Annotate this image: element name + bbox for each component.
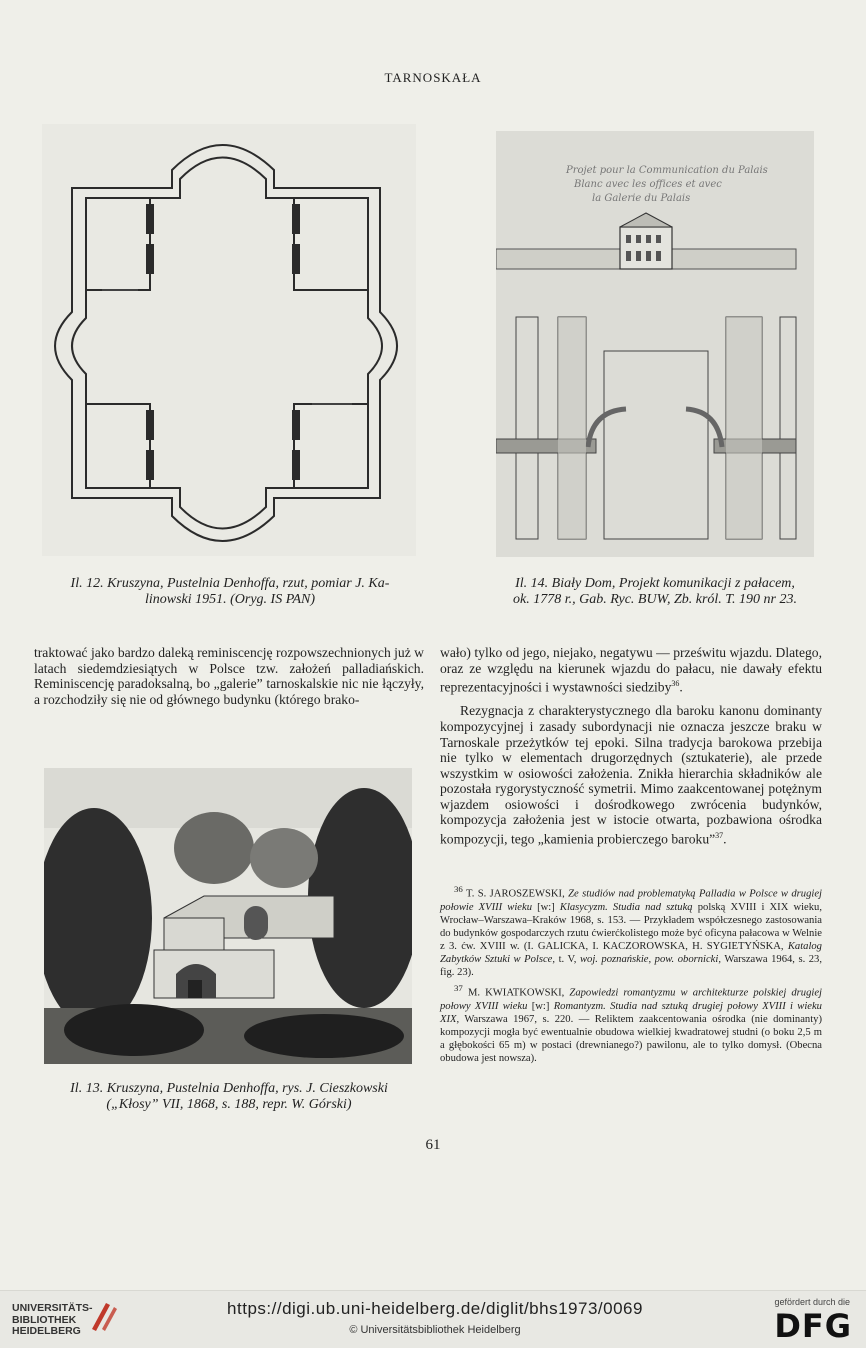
- page-number: 61: [425, 1137, 441, 1153]
- footnote-ref-37[interactable]: 37: [715, 831, 724, 841]
- left-column-text: traktować jako bardzo daleką reminiscencję rozpowszechnionych już w latach siedemdziesiątych w Polsce tzw. założeń palladiańskich. Reminiscencję paradoksalną, bo „galerie” tarnoskalskie nic nie łączyły, a rozchodziły się nie od głównego budynku (którego brako-: [34, 645, 424, 707]
- library-name[interactable]: UNIVERSITÄTS- BIBLIOTHEK HEIDELBERG: [12, 1302, 93, 1337]
- dfg-logo[interactable]: DFG: [774, 1307, 852, 1345]
- viewer-footer: [0, 1290, 866, 1348]
- permalink-url[interactable]: https://digi.ub.uni-heidelberg.de/diglit/bhs1973/0069: [227, 1299, 643, 1318]
- figure-14-drawing: [496, 131, 814, 557]
- figure-13-engraving: [44, 768, 412, 1064]
- running-header: TARNOSKAŁA: [384, 70, 482, 85]
- figure-12-caption: Il. 12. Kruszyna, Pustelnia Denhoffa, rzut, pomiar J. Ka- linowski 1951. (Oryg. IS PAN): [70, 576, 390, 607]
- right-column-text: wało) tylko od jego, niejako, negatywu — prześwitu wjazdu. Dlatego, oraz ze względu na kierunek wjazdu do pałacu, nie dawały efektu reprezentacyjności i wystawności siedziby$^{36}$. Rezygnacja z charakterystycznego dla baroku kanonu dominanty kompozycyjnej i zasady subordynacji nie oznacza jeszcze braku w Tarnoskale przeżytków tej epoki. Silna tradycja barokowa przebija nie tylko w elementach drugorzędnych (sztukaterie), ale przede wszystkim w osiowości założenia. Znikła hierarchia składników ale pozostała rygorystyczność symetrii. Mimo zaakcentowanej potężnym wjazdem osiowości i dośrodkowego zwrócenia budynków, kompozycja założenia jest w istocie otwarta, pozbawiona ośrodka kompozycji, tego „kamienia probierczego baroku”$^{37}$.: [440, 645, 822, 847]
- handwritten-note: la Galerie du Palais: [592, 193, 691, 204]
- footnote-36: $^{36}$ T. S. JAROSZEWSKI, Ze studiów nad problematyką Palladia w Polsce w drugiej połowie XVIII wieku [w:] Klasycyzm. Studia nad sztuką polską XVIII i XIX wieku, Wrocław–Warszawa–Kraków 1968, s. 153. — Przykładem współczesnego zastosowania do budynków gospodarczych rzutu ćwierćkolistego może być oficyna pałacowa w Welnie z 3. ćw. XVIII w. (I. GALICKA, I. KACZOROWSKA, H. SYGIETYŃSKA, Katalog Zabytków Sztuki w Polsce, t. V, woj. poznańskie, pow. obornicki, Warszawa 1964, s. 23, fig. 23).: [440, 884, 823, 979]
- funding-note: gefördert durch die: [774, 1297, 850, 1307]
- footnotes: [440, 883, 822, 1068]
- figure-13-caption: Il. 13. Kruszyna, Pustelnia Denhoffa, rys. J. Cieszkowski („Kłosy” VII, 1868, s. 188, repr. W. Górski): [70, 1081, 388, 1112]
- handwritten-note: Projet pour la Communication du Palais: [566, 165, 768, 176]
- figure-14-caption: Il. 14. Biały Dom, Projekt komunikacji z pałacem, ok. 1778 r., Gab. Ryc. BUW, Zb. król. T. 190 nr 23.: [512, 576, 798, 607]
- footnote-ref-36[interactable]: 36: [671, 679, 680, 689]
- copyright-notice: © Universitätsbibliothek Heidelberg: [349, 1324, 521, 1336]
- footnote-37: $^{37}$ M. KWIATKOWSKI, Zapowiedzi romantyzmu w architekturze polskiej drugiej połowy XVIII wieku [w:] Romantyzm. Studia nad sztuką drugiej połowy XVIII i wieku XIX, Warszawa 1967, s. 220. — Reliktem zaakcentowania ośrodka (nie dominanty) kompozycji mogła być ewentualnie obudowa wielkiej kwadratowej studni (o boku 2,5 m a głębokości 65 m) w postaci (drewnianego?) pawilonu, ale to tylko domysł. (Obecna obudowa jest nowsza).: [440, 983, 822, 1065]
- handwritten-note: Blanc avec les offices et avec: [574, 179, 722, 190]
- figure-12-floor-plan: [42, 124, 416, 556]
- library-logo-icon[interactable]: [88, 1299, 120, 1338]
